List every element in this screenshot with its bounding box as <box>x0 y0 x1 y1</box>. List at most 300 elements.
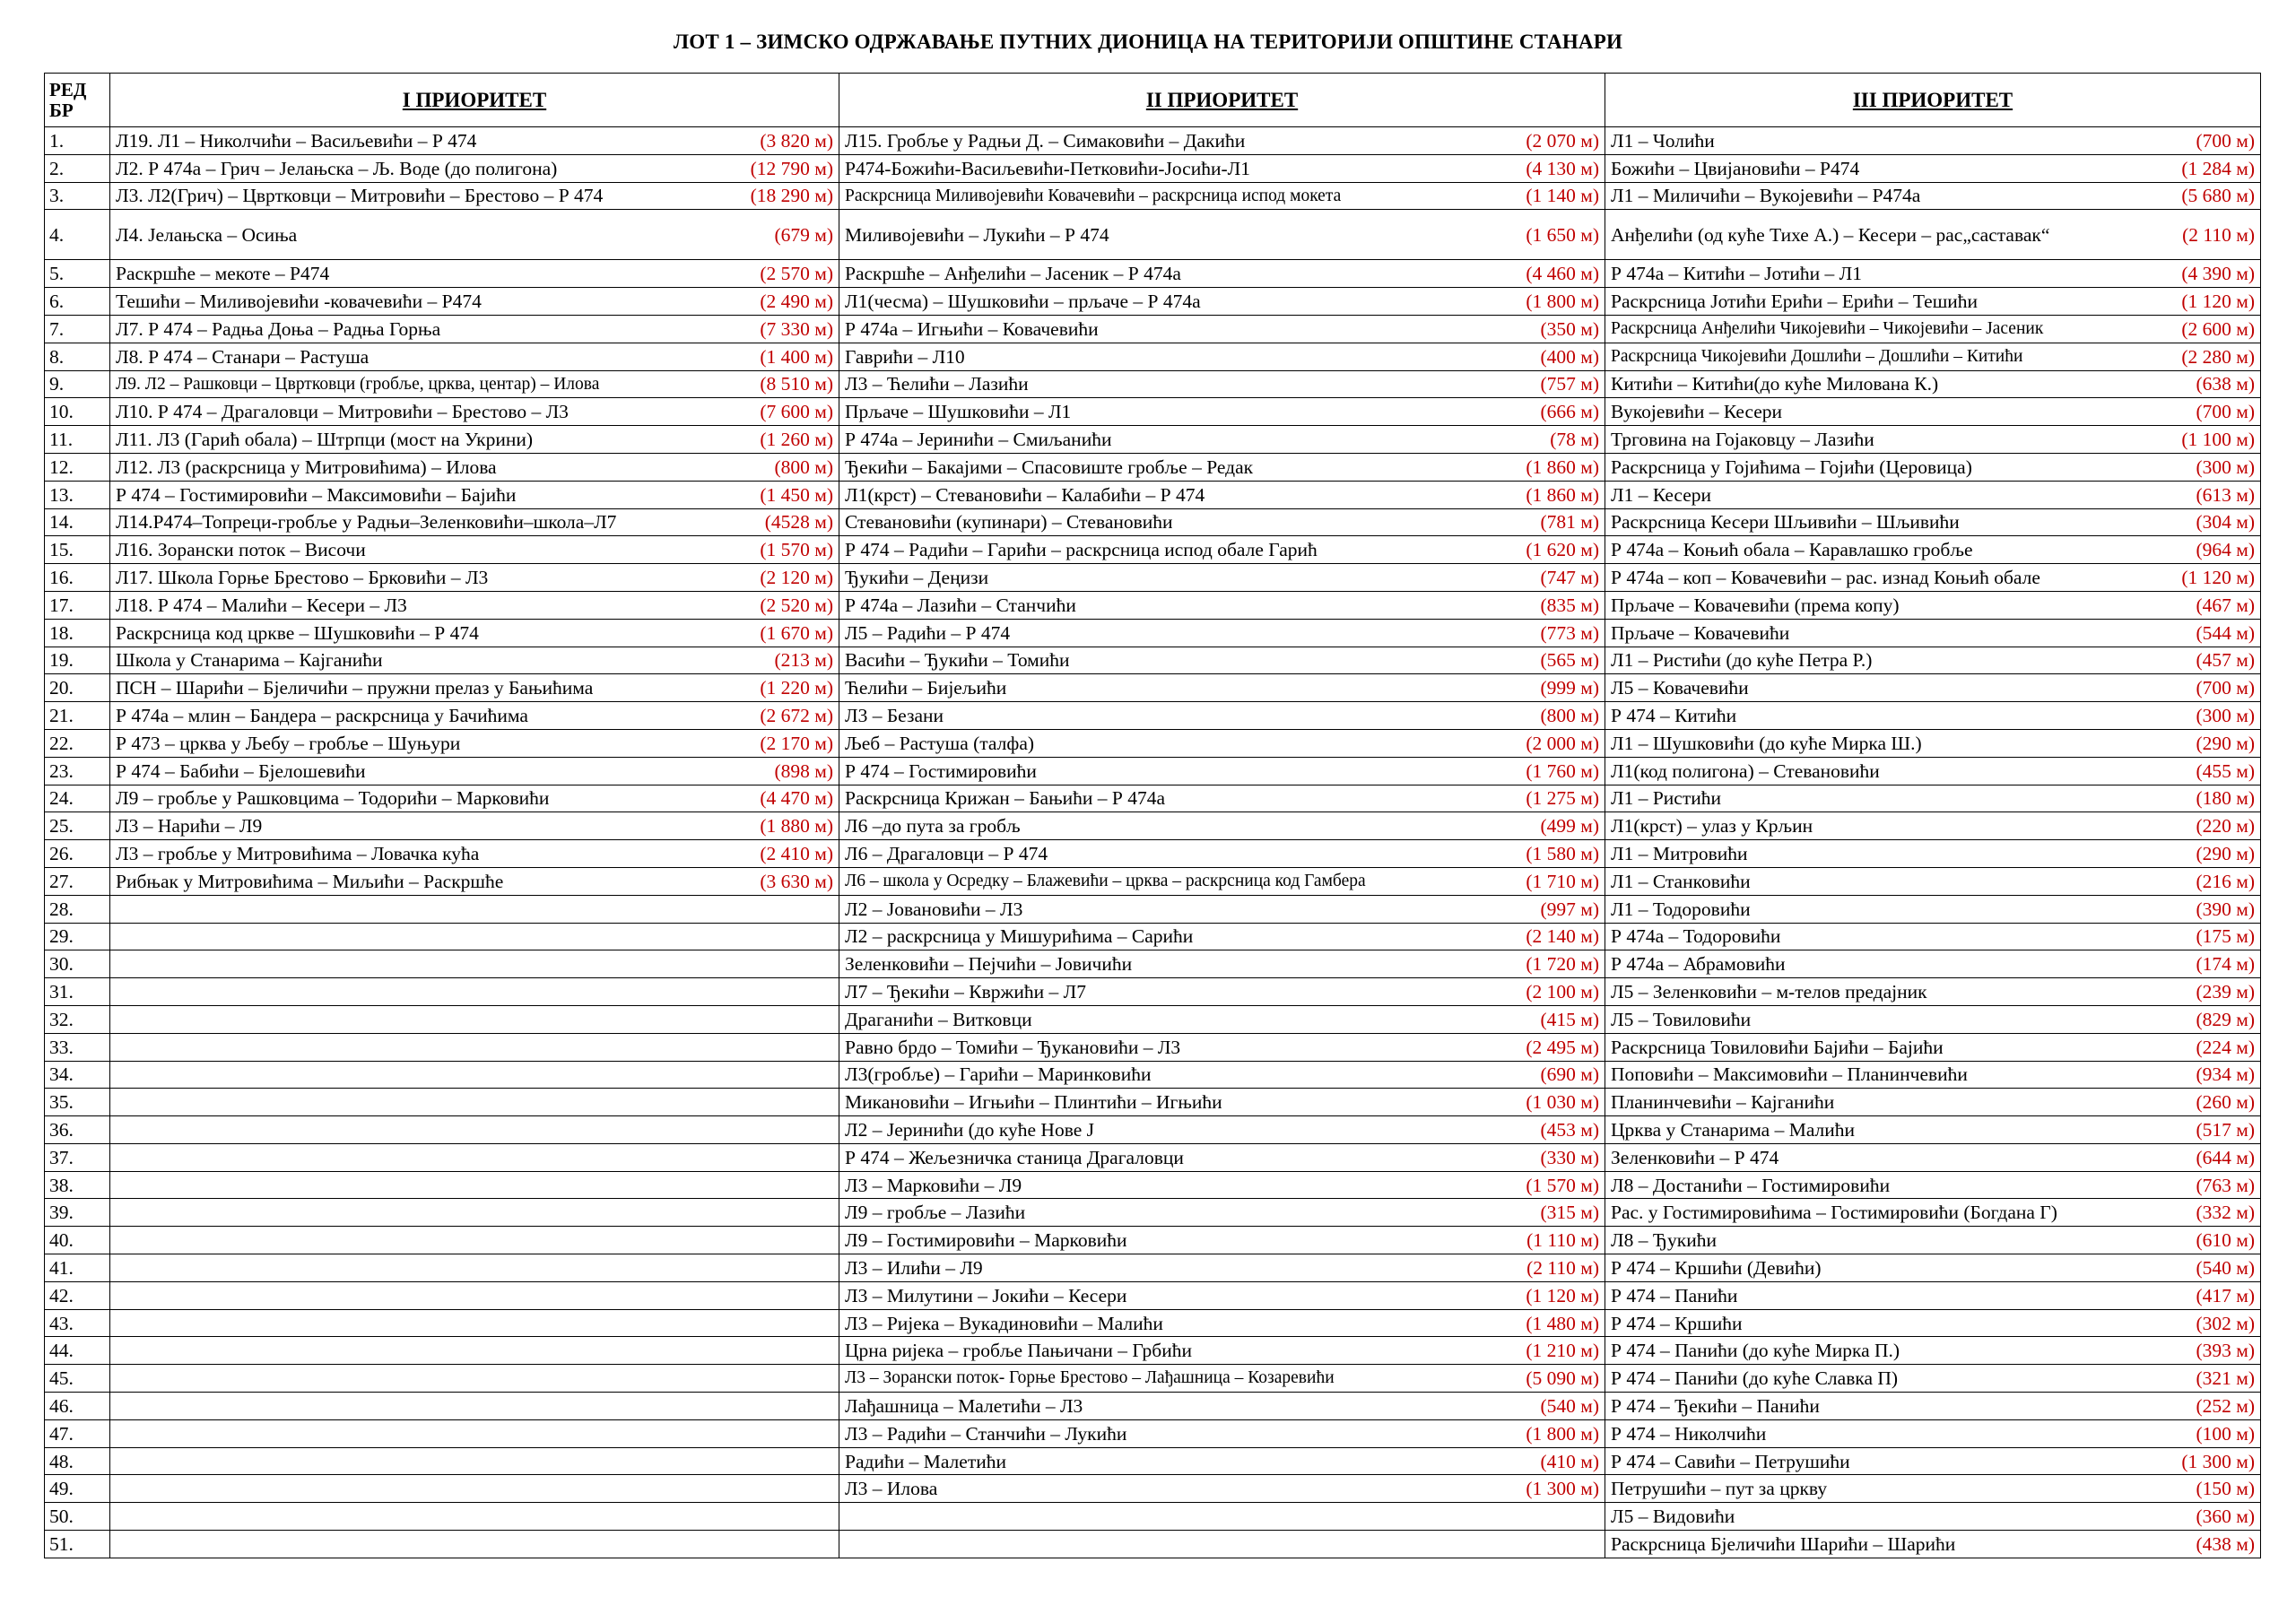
road-length: (1 284 м) <box>2181 157 2255 179</box>
row-number: 26. <box>45 840 110 868</box>
road-name: Л2 – Јеринићи (до куће Нове Ј <box>845 1118 1095 1141</box>
priority-1-cell <box>110 978 839 1006</box>
road-section <box>845 1119 1599 1141</box>
road-name: Р 474 – Николчићи <box>1611 1422 1767 1445</box>
road-section <box>116 291 833 312</box>
table-row <box>45 1171 2261 1199</box>
row-number: 2. <box>45 154 110 182</box>
road-section <box>1611 649 2255 671</box>
road-section <box>116 677 833 699</box>
table-body <box>45 127 2261 1558</box>
road-length: (180 м) <box>2196 787 2255 810</box>
road-length: (1 450 м) <box>760 483 833 506</box>
priority-1-cell <box>110 702 839 730</box>
road-length: (1 670 м) <box>760 621 833 644</box>
road-name: Раскрсница Миливојевићи Ковачевићи – раскрсница испод мокета <box>845 186 1342 205</box>
road-section <box>1611 456 2255 478</box>
road-section <box>1611 185 2255 206</box>
priority-2-cell <box>839 923 1605 950</box>
road-name: Л5 – Зеленковићи – м-телов предајник <box>1611 980 1927 1002</box>
road-length: (1 120 м) <box>1526 1284 1599 1306</box>
road-name: Стевановићи (купинари) – Стевановићи <box>845 511 1173 534</box>
priority-1-cell <box>110 1033 839 1061</box>
road-section <box>845 539 1599 560</box>
row-number: 45. <box>45 1365 110 1393</box>
road-name: Р 474 – Жељезничка станица Драгаловци <box>845 1146 1184 1168</box>
road-section <box>845 401 1599 422</box>
priority-2-cell <box>839 867 1605 895</box>
road-length: (150 м) <box>2196 1478 2255 1500</box>
priority-3-cell <box>1605 1531 2261 1558</box>
priority-1-cell <box>110 536 839 564</box>
priority-1-cell <box>110 812 839 840</box>
road-length: (613 м) <box>2196 483 2255 506</box>
priority-3-cell <box>1605 812 2261 840</box>
road-length: (1 300 м) <box>2181 1450 2255 1472</box>
road-length: (415 м) <box>1540 1008 1599 1030</box>
road-length: (1 480 м) <box>1526 1312 1599 1334</box>
road-section <box>116 595 833 616</box>
road-section <box>845 1367 1599 1389</box>
table-row <box>45 1254 2261 1282</box>
row-number: 5. <box>45 260 110 288</box>
road-name: Л3 – Безани <box>845 705 944 726</box>
row-number: 19. <box>45 647 110 674</box>
road-length: (78 м) <box>1550 429 1599 451</box>
road-length: (1 760 м) <box>1526 759 1599 782</box>
road-name: Л12. Л3 (раскрсница у Митровићима) – Илова <box>116 456 497 478</box>
priority-1-cell <box>110 1005 839 1033</box>
priority-2-cell <box>839 729 1605 757</box>
road-section <box>1611 1340 2255 1361</box>
road-length: (638 м) <box>2196 373 2255 395</box>
priority-1-cell <box>110 757 839 785</box>
priority-1-cell <box>110 481 839 508</box>
priority-3-cell <box>1605 895 2261 923</box>
row-number: 29. <box>45 923 110 950</box>
priority-3-cell <box>1605 481 2261 508</box>
road-length: (1 400 м) <box>760 345 833 368</box>
road-section <box>116 705 833 726</box>
road-name: Л6 –до пута за гробљ <box>845 815 1021 838</box>
row-number: 42. <box>45 1281 110 1309</box>
road-section <box>845 1423 1599 1445</box>
priority-3-cell <box>1605 260 2261 288</box>
road-length: (7 600 м) <box>760 401 833 423</box>
row-number: 6. <box>45 288 110 316</box>
road-section <box>845 1313 1599 1334</box>
priority-2-cell <box>839 950 1605 978</box>
road-length: (610 м) <box>2196 1229 2255 1252</box>
priority-3-cell <box>1605 1199 2261 1227</box>
row-number: 30. <box>45 950 110 978</box>
road-length: (679 м) <box>774 223 833 246</box>
header-num-line2: БР <box>49 99 74 121</box>
road-length: (467 м) <box>2196 594 2255 616</box>
road-section <box>1611 224 2255 246</box>
priority-1-cell <box>110 1199 839 1227</box>
priority-3-cell <box>1605 1061 2261 1089</box>
road-length: (800 м) <box>774 456 833 478</box>
priority-3-cell <box>1605 729 2261 757</box>
road-length: (315 м) <box>1540 1202 1599 1224</box>
road-length: (2 495 м) <box>1526 1036 1599 1058</box>
priority-3-cell <box>1605 923 2261 950</box>
priority-2-cell <box>839 1033 1605 1061</box>
road-section <box>1611 981 2255 1002</box>
road-length: (2 490 м) <box>760 291 833 313</box>
priority-1-cell <box>110 729 839 757</box>
road-section <box>845 373 1599 395</box>
priority-3-cell <box>1605 370 2261 398</box>
road-length: (300 м) <box>2196 705 2255 726</box>
header-priority-2: II ПРИОРИТЕТ <box>839 74 1605 127</box>
road-name: Л8 – Ђукићи <box>1611 1229 1717 1252</box>
road-name: Л3 – Нарићи – Л9 <box>116 815 263 838</box>
road-length: (1 880 м) <box>760 815 833 838</box>
priority-3-cell <box>1605 1337 2261 1365</box>
road-length: (2 520 м) <box>760 594 833 616</box>
road-section <box>116 401 833 422</box>
road-section <box>845 1202 1599 1223</box>
priority-2-cell <box>839 702 1605 730</box>
table-row <box>45 508 2261 536</box>
road-section <box>1611 925 2255 947</box>
road-section <box>845 871 1599 892</box>
road-name: Зеленковићи – Пејчићи – Јовичићи <box>845 953 1133 976</box>
row-number: 14. <box>45 508 110 536</box>
road-name: Л5 – Товиловићи <box>1611 1008 1752 1030</box>
priority-1-cell <box>110 370 839 398</box>
table-row <box>45 1227 2261 1254</box>
road-name: Л5 – Радићи – Р 474 <box>845 621 1011 644</box>
road-name: Л1 – Станковићи <box>1611 870 1751 892</box>
priority-1-cell <box>110 508 839 536</box>
road-length: (1 120 м) <box>2181 291 2255 313</box>
road-name: Л9 – гробље – Лазићи <box>845 1202 1026 1224</box>
road-section <box>845 185 1599 206</box>
road-section <box>845 705 1599 726</box>
road-section <box>1611 1313 2255 1334</box>
road-length: (410 м) <box>1540 1450 1599 1472</box>
priority-1-cell <box>110 1309 839 1337</box>
road-name: Рибњак у Митровићима – Миљићи – Раскршће <box>116 870 504 892</box>
road-section <box>1611 787 2255 809</box>
road-section <box>1611 318 2255 340</box>
road-section <box>1611 1367 2255 1389</box>
priority-1-cell <box>110 564 839 592</box>
road-section <box>845 1037 1599 1058</box>
road-length: (800 м) <box>1540 705 1599 726</box>
road-name: Л1(крст) – Стевановићи – Калабићи – Р 474 <box>845 483 1205 506</box>
road-length: (1 120 м) <box>2181 567 2255 589</box>
road-name: Раскрсница Товиловићи Бајићи – Бајићи <box>1611 1036 1944 1058</box>
table-row <box>45 154 2261 182</box>
road-name: Л3 – Зорански поток- Горње Брестово – Лађашница – Козаревићи <box>845 1368 1335 1388</box>
road-length: (835 м) <box>1540 594 1599 616</box>
priority-1-cell <box>110 315 839 343</box>
priority-2-cell <box>839 1116 1605 1144</box>
priority-2-cell <box>839 619 1605 647</box>
road-name: Китићи – Китићи(до куће Милована К.) <box>1611 373 1939 395</box>
row-number: 23. <box>45 757 110 785</box>
table-row <box>45 453 2261 481</box>
road-name: Раскрсница Бјеличићи Шарићи – Шарићи <box>1611 1532 1956 1555</box>
table-row <box>45 647 2261 674</box>
road-name: Л3 – Марковићи – Л9 <box>845 1174 1022 1196</box>
road-section <box>1611 1395 2255 1417</box>
table-row <box>45 481 2261 508</box>
priority-1-cell <box>110 210 839 260</box>
road-name: Тешићи – Миливојевићи -ковачевићи – Р474 <box>116 291 482 313</box>
road-name: Радићи – Малетићи <box>845 1450 1006 1472</box>
table-row <box>45 1365 2261 1393</box>
row-number: 51. <box>45 1531 110 1558</box>
priority-1-cell <box>110 895 839 923</box>
road-length: (1 100 м) <box>2181 429 2255 451</box>
road-length: (216 м) <box>2196 870 2255 892</box>
priority-1-cell <box>110 154 839 182</box>
road-length: (321 м) <box>2196 1367 2255 1390</box>
row-number: 21. <box>45 702 110 730</box>
road-section <box>116 429 833 450</box>
priority-3-cell <box>1605 536 2261 564</box>
road-name: Р 474 – Панићи <box>1611 1284 1738 1306</box>
road-name: Р 474а – коп – Ковачевићи – рас. изнад Коњић обале <box>1611 567 2040 589</box>
priority-3-cell <box>1605 1227 2261 1254</box>
road-name: Л3 – Ријека – Вукадиновићи – Малићи <box>845 1312 1163 1334</box>
road-section <box>116 871 833 892</box>
road-name: Л3 – Ћелићи – Лазићи <box>845 373 1029 395</box>
road-length: (2 170 м) <box>760 732 833 754</box>
priority-3-cell <box>1605 950 2261 978</box>
road-name: Миливојевићи – Лукићи – Р 474 <box>845 223 1109 246</box>
road-section <box>845 733 1599 754</box>
road-section <box>1611 733 2255 754</box>
road-section <box>1611 346 2255 368</box>
road-name: Школа у Станарима – Кајганићи <box>116 649 383 672</box>
row-number: 43. <box>45 1309 110 1337</box>
road-length: (304 м) <box>2196 511 2255 534</box>
road-name: Р 474 – Кршићи <box>1611 1312 1743 1334</box>
road-section <box>845 1063 1599 1085</box>
road-name: Зеленковићи – Р 474 <box>1611 1146 1779 1168</box>
road-length: (544 м) <box>2196 621 2255 644</box>
road-name: Л3 – Илова <box>845 1478 938 1500</box>
table-row <box>45 591 2261 619</box>
road-section <box>116 567 833 588</box>
road-length: (499 м) <box>1540 815 1599 838</box>
road-name: Л1 – Митровићи <box>1611 842 1748 864</box>
road-name: Л19. Л1 – Николчићи – Васиљевићи – Р 474 <box>116 129 477 152</box>
road-sections-table <box>44 73 2261 1558</box>
road-name: Драганићи – Витковци <box>845 1008 1032 1030</box>
road-length: (1 800 м) <box>1526 291 1599 313</box>
road-section <box>1611 373 2255 395</box>
road-name: Л2 – раскрсница у Мишурићима – Сарићи <box>845 925 1194 948</box>
priority-3-cell <box>1605 1309 2261 1337</box>
priority-1-cell <box>110 1116 839 1144</box>
road-name: Божићи – Цвијановићи – Р474 <box>1611 157 1860 179</box>
road-section <box>1611 158 2255 179</box>
road-length: (1 800 м) <box>1526 1422 1599 1445</box>
row-number: 25. <box>45 812 110 840</box>
road-name: Раскрсница Крижан – Бањићи – Р 474а <box>845 787 1166 810</box>
road-name: Л15. Гробље у Радњи Д. – Симаковићи – Дакићи <box>845 129 1246 152</box>
table-row <box>45 1309 2261 1337</box>
road-section <box>845 1257 1599 1279</box>
road-length: (540 м) <box>2196 1256 2255 1279</box>
table-row <box>45 1447 2261 1475</box>
road-length: (898 м) <box>774 759 833 782</box>
priority-3-cell <box>1605 978 2261 1006</box>
road-section <box>845 677 1599 699</box>
road-length: (457 м) <box>2196 649 2255 672</box>
road-section <box>1611 567 2255 588</box>
road-length: (666 м) <box>1540 401 1599 423</box>
table-row <box>45 1503 2261 1531</box>
road-length: (18 290 м) <box>750 185 833 207</box>
priority-1-cell <box>110 950 839 978</box>
table-row <box>45 867 2261 895</box>
road-length: (1 570 м) <box>1526 1174 1599 1196</box>
road-name: Л1(код полигона) – Стевановићи <box>1611 759 1880 782</box>
road-name: Л16. Зорански поток – Височи <box>116 539 366 561</box>
road-section <box>1611 1175 2255 1196</box>
road-section <box>1611 595 2255 616</box>
priority-2-cell <box>839 370 1605 398</box>
road-name: Р 474 – Панићи (до куће Мирка П.) <box>1611 1340 1900 1362</box>
road-section <box>845 291 1599 312</box>
row-number: 16. <box>45 564 110 592</box>
priority-3-cell <box>1605 1143 2261 1171</box>
road-name: Раскршће – мекоте – Р474 <box>116 263 330 285</box>
road-length: (2 110 м) <box>2182 223 2255 246</box>
road-section <box>1611 1533 2255 1555</box>
road-length: (1 300 м) <box>1526 1478 1599 1500</box>
road-name: Р 474 – Китићи <box>1611 705 1737 726</box>
road-section <box>1611 1478 2255 1499</box>
priority-2-cell <box>839 785 1605 812</box>
road-length: (12 790 м) <box>750 157 833 179</box>
row-number: 11. <box>45 426 110 454</box>
road-length: (540 м) <box>1540 1394 1599 1417</box>
road-section <box>1611 898 2255 920</box>
road-name: Р 474а – Коњић обала – Каравлашко гробље <box>1611 539 1973 561</box>
road-section <box>1611 429 2255 450</box>
road-name: Л9 – Гостимировићи – Марковићи <box>845 1229 1127 1252</box>
road-name: Р 473 – црква у Љебу – гробље – Шуњури <box>116 732 461 754</box>
road-section <box>845 1340 1599 1361</box>
road-section <box>845 1285 1599 1306</box>
road-length: (997 м) <box>1540 898 1599 920</box>
row-number: 22. <box>45 729 110 757</box>
road-section <box>845 318 1599 340</box>
priority-3-cell <box>1605 702 2261 730</box>
row-number: 4. <box>45 210 110 260</box>
row-number: 24. <box>45 785 110 812</box>
road-section <box>116 346 833 368</box>
road-section <box>845 843 1599 864</box>
priority-3-cell <box>1605 398 2261 426</box>
row-number: 3. <box>45 182 110 210</box>
priority-3-cell <box>1605 619 2261 647</box>
road-length: (330 м) <box>1540 1146 1599 1168</box>
priority-1-cell <box>110 1227 839 1254</box>
road-section <box>845 1175 1599 1196</box>
road-name: Л1 – Чолићи <box>1611 129 1715 152</box>
road-name: Л2 – Јовановићи – Л3 <box>845 898 1023 920</box>
priority-3-cell <box>1605 785 2261 812</box>
road-length: (260 м) <box>2196 1091 2255 1114</box>
priority-3-cell <box>1605 508 2261 536</box>
road-name: Р 474 – Радићи – Гарићи – раскрсница испод обале Гарић <box>845 539 1318 561</box>
road-section <box>1611 815 2255 837</box>
road-name: Р 474 – Ђекићи – Панићи <box>1611 1394 1820 1417</box>
road-length: (1 140 м) <box>1526 185 1599 207</box>
priority-1-cell <box>110 1393 839 1420</box>
road-length: (390 м) <box>2196 898 2255 920</box>
road-section <box>845 787 1599 809</box>
priority-1-cell <box>110 1503 839 1531</box>
road-name: Љеб – Растуша (талфа) <box>845 732 1035 754</box>
road-name: Л1 – Ристићи <box>1611 787 1721 810</box>
road-length: (455 м) <box>2196 759 2255 782</box>
road-section <box>845 429 1599 450</box>
road-name: Трговина на Гојаковцу – Лазићи <box>1611 429 1874 451</box>
priority-1-cell <box>110 453 839 481</box>
road-section <box>1611 1091 2255 1113</box>
table-row <box>45 950 2261 978</box>
row-number: 7. <box>45 315 110 343</box>
row-number: 10. <box>45 398 110 426</box>
road-section <box>116 622 833 644</box>
road-length: (3 820 м) <box>760 129 833 152</box>
priority-2-cell <box>839 154 1605 182</box>
table-row <box>45 1337 2261 1365</box>
road-name: Л9 – гробље у Рашковцима – Тодорићи – Марковићи <box>116 787 550 810</box>
road-length: (700 м) <box>2196 129 2255 152</box>
priority-3-cell <box>1605 1254 2261 1282</box>
priority-2-cell <box>839 1281 1605 1309</box>
road-section <box>845 456 1599 478</box>
priority-2-cell <box>839 757 1605 785</box>
priority-3-cell <box>1605 674 2261 702</box>
road-length: (1 860 м) <box>1526 483 1599 506</box>
road-section <box>116 484 833 506</box>
road-section <box>845 224 1599 246</box>
road-section <box>1611 705 2255 726</box>
road-name: Л8 – Достанићи – Гостимировићи <box>1611 1174 1891 1196</box>
road-section <box>845 130 1599 152</box>
road-section <box>1611 1257 2255 1279</box>
priority-1-cell <box>110 343 839 370</box>
priority-3-cell <box>1605 1033 2261 1061</box>
road-length: (350 м) <box>1540 317 1599 340</box>
priority-2-cell <box>839 481 1605 508</box>
road-length: (3 630 м) <box>760 870 833 892</box>
priority-2-cell <box>839 343 1605 370</box>
road-name: Р474-Божићи-Васиљевићи-Петковићи-Јосићи-Л1 <box>845 157 1250 179</box>
priority-1-cell <box>110 1475 839 1503</box>
priority-3-cell <box>1605 757 2261 785</box>
road-length: (999 м) <box>1540 677 1599 699</box>
table-row <box>45 674 2261 702</box>
road-length: (1 260 м) <box>760 429 833 451</box>
road-name: Р 474 – Бабићи – Бјелошевићи <box>116 759 366 782</box>
road-length: (2 100 м) <box>1526 980 1599 1002</box>
priority-2-cell <box>839 1089 1605 1116</box>
